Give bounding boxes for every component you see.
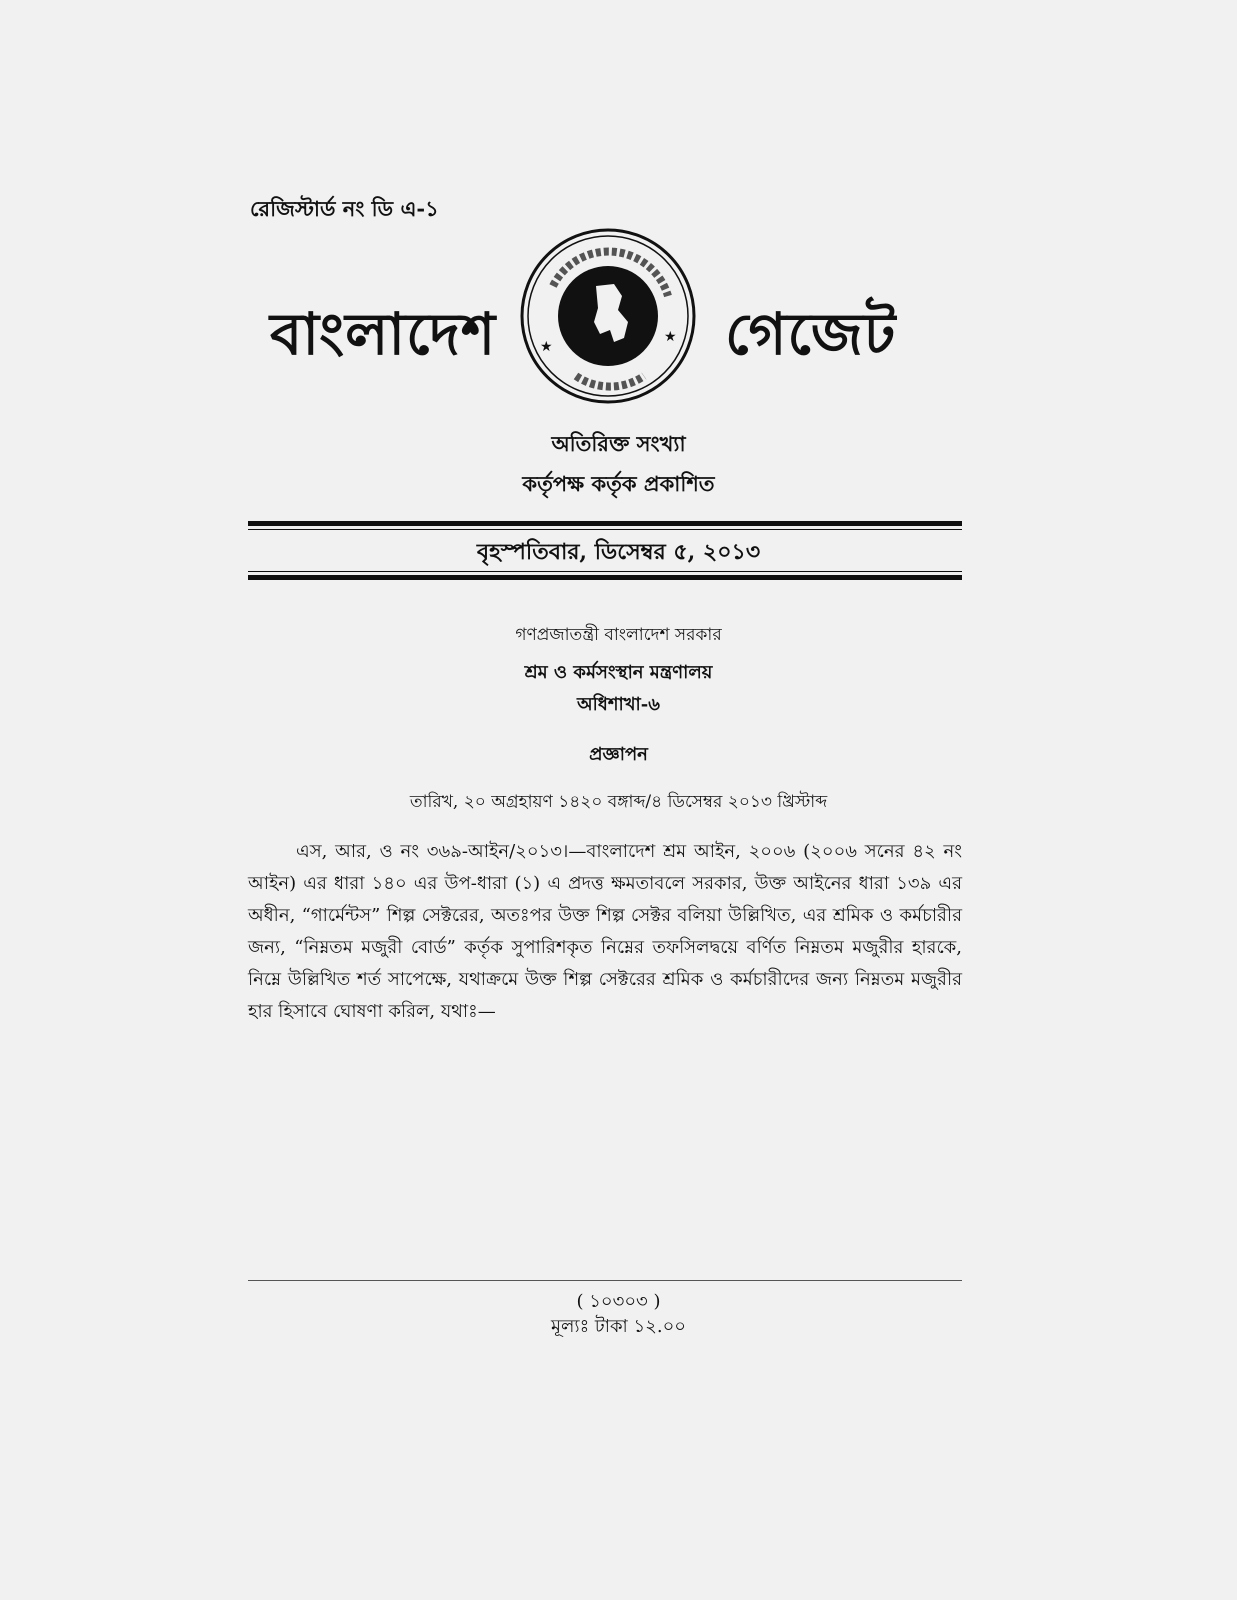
extraordinary-issue: অতিরিক্ত সংখ্যা (551, 431, 686, 456)
divider (248, 575, 962, 580)
notification-body: এস, আর, ও নং ৩৬৯-আইন/২০১৩।—বাংলাদেশ শ্রম আইন, ২০০৬ (২০০৬ সনের ৪২ নং আইন) এর ধারা ১৪০ এর উপ-ধারা (১) এ প্রদত্ত ক্ষমতাবলে সরকার, উক্ত আইনের ধারা ১৩৯ এর অধীন, “গার্মেন্টস” শিল্প সেক্টরের, অতঃপর উক্ত শিল্প সেক্টর বলিয়া উল্লিখিত, এর শ্রমিক ও কর্মচারীর জন্য, “নিম্নতম মজুরী বোর্ড” কর্তৃক সুপারিশকৃত নিম্নের তফসিলদ্বয়ে বর্ণিত নিম্নতম মজুরীর হারকে, নিম্নে উল্লিখিত শর্ত সাপেক্ষে, যথাক্রমে উক্ত শিল্প সেক্টরের শ্রমিক ও কর্মচারীদের জন্য নিম্নতম মজুরীর হার হিসাবে ঘোষণা করিল, যথাঃ— (248, 841, 962, 1022)
branch-name: অধিশাখা-৬ (577, 694, 660, 715)
registered-number: রেজিস্টার্ড নং ডি এ-১ (250, 196, 439, 221)
government-name: গণপ্রজাতন্ত্রী বাংলাদেশ সরকার (515, 625, 722, 645)
svg-text:★: ★ (664, 329, 677, 345)
price: মূল্যঃ টাকা ১২.০০ (550, 1316, 687, 1337)
ministry-name: শ্রম ও কর্মসংস্থান মন্ত্রণালয় (524, 662, 713, 683)
gazette-title-left: বাংলাদেশ (270, 300, 497, 368)
page-number: ( ১০৩০৩ ) (576, 1291, 661, 1312)
divider (248, 521, 962, 526)
issue-date: বৃহস্পতিবার, ডিসেম্বর ৫, ২০১৩ (476, 539, 761, 565)
gazette-title-right: গেজেট (725, 300, 897, 368)
government-seal-icon (518, 226, 698, 406)
svg-text:★: ★ (540, 339, 553, 355)
divider (248, 529, 962, 530)
footer-divider (248, 1280, 962, 1281)
notification-date: তারিখ, ২০ অগ্রহায়ণ ১৪২০ বঙ্গাব্দ/৪ ডিসেম্বর ২০১৩ খ্রিস্টাব্দ (409, 792, 828, 812)
divider (248, 571, 962, 572)
notification-heading: প্রজ্ঞাপন (589, 744, 648, 765)
published-by-authority: কর্তৃপক্ষ কর্তৃক প্রকাশিত (522, 471, 715, 496)
